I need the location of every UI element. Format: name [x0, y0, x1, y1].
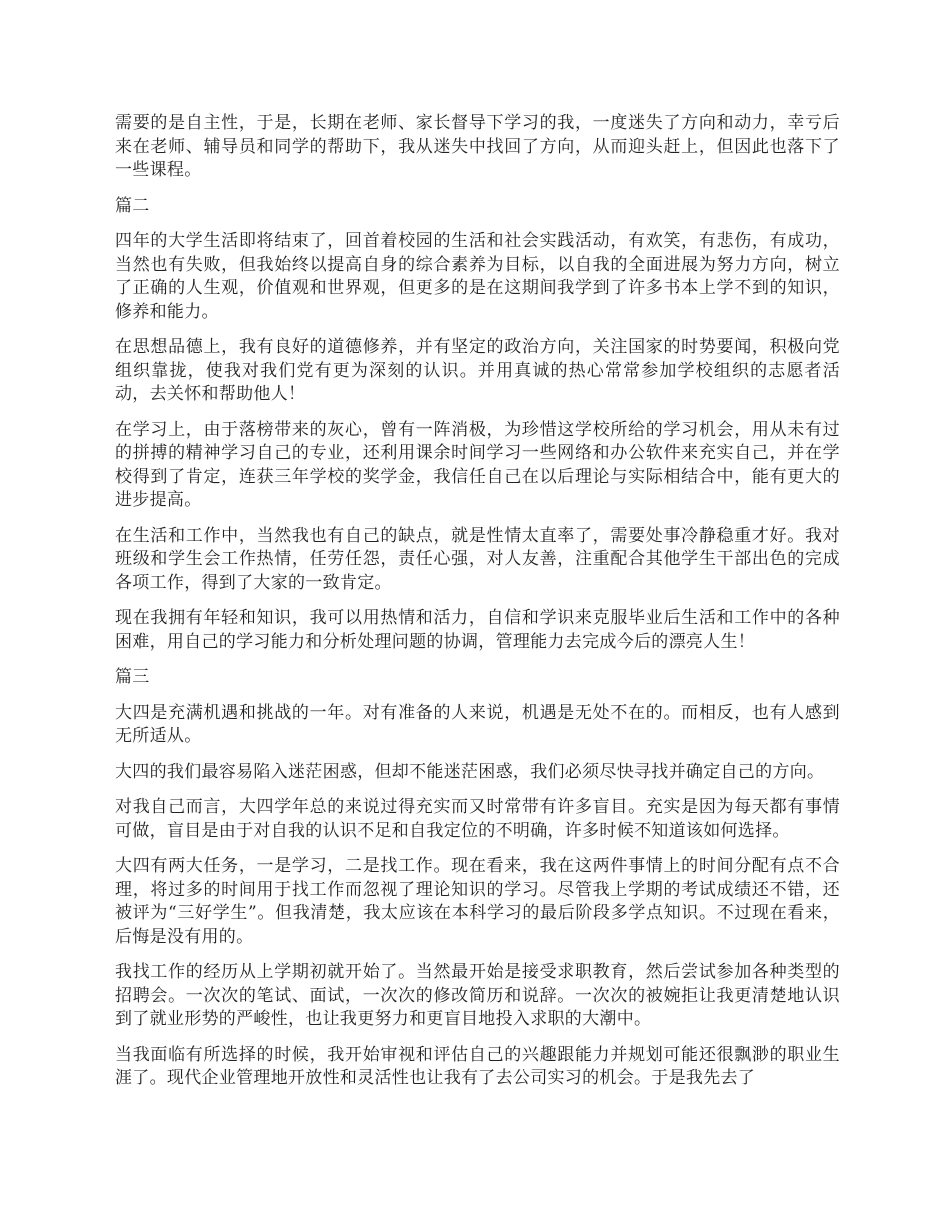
- paragraph: 在学习上，由于落榜带来的灰心，曾有一阵消极，为珍惜这学校所给的学习机会，用从未有过的拼搏的精神学习自己的专业，还利用课余时间学习一些网络和办公软件来充实自己，并在学校得到了肯定，连获三年学校的奖学金，我信任自己在以后理论与实际相结合中，能有更大的进步提高。: [115, 419, 840, 510]
- paragraph-truncated: 当我面临有所选择的时候，我开始审视和评估自己的兴趣跟能力并规划可能还很飘渺的职业生涯了。现代企业管理地开放性和灵活性也让我有了去公司实习的机会。于是我先去了: [115, 1044, 840, 1088]
- document-page: [115, 112, 840, 1103]
- section-heading-part-three: 篇三: [115, 667, 150, 687]
- paragraph: 大四是充满机遇和挑战的一年。对有准备的人来说，机遇是无处不在的。而相反，也有人感到无所适从。: [115, 702, 840, 746]
- paragraph-intro-continuation: 需要的是自主性，于是，长期在老师、家长督导下学习的我，一度迷失了方向和动力，幸亏后来在老师、辅导员和同学的帮助下，我从迷失中找回了方向，从而迎头赶上，但因此也落下了一些课程。: [115, 113, 840, 180]
- paragraph: 大四的我们最容易陷入迷茫困惑，但却不能迷茫困惑，我们必须尽快寻找并确定自己的方向。: [115, 761, 825, 782]
- paragraph: 在生活和工作中，当然我也有自己的缺点，就是性情太直率了，需要处事冷静稳重才好。我对班级和学生会工作热情，任劳任怨，责任心强，对人友善，注重配合其他学生干部出色的完成各项工作，得到了大家的一致肯定。: [115, 525, 840, 593]
- paragraph: 四年的大学生活即将结束了，回首着校园的生活和社会实践活动，有欢笑，有悲伤，有成功，当然也有失败，但我始终以提高自身的综合素养为目标，以自我的全面进展为努力方向，树立了正确的人生观，价值观和世界观，但更多的是在这期间我学到了许多书本上学不到的知识，修养和能力。: [115, 231, 840, 322]
- paragraph: 现在我拥有年轻和知识，我可以用热情和活力，自信和学识来克服毕业后生活和工作中的各种困难，用自己的学习能力和分析处理问题的协调，管理能力去完成今后的漂亮人生！: [115, 608, 840, 652]
- section-heading-part-two: 篇二: [115, 195, 150, 216]
- paragraph: 大四有两大任务，一是学习，二是找工作。现在看来，我在这两件事情上的时间分配有点不合理，将过多的时间用于找工作而忽视了理论知识的学习。尽管我上学期的考试成绩还不错，还被评为“三好学生”。但我清楚，我太应该在本科学习的最后阶段多学点知识。不过现在看来，后悔是没有用的。: [115, 856, 840, 947]
- paragraph: 在思想品德上，我有良好的道德修养，并有坚定的政治方向，关注国家的时势要闻，积极向党组织靠拢，使我对我们党有更为深刻的认识。并用真诚的热心常常参加学校组织的志愿者活动，去关怀和帮助他人！: [115, 337, 840, 404]
- paragraph: 对我自己而言，大四学年总的来说过得充实而又时常带有许多盲目。充实是因为每天都有事情可做，盲目是由于对自我的认识不足和自我定位的不明确，许多时候不知道该如何选择。: [115, 797, 840, 841]
- paragraph: 我找工作的经历从上学期初就开始了。当然最开始是接受求职教育，然后尝试参加各种类型的招聘会。一次次的笔试、面试，一次次的修改简历和说辞。一次次的被婉拒让我更清楚地认识到了就业形势的严峻性，也让我更努力和更盲目地投入求职的大潮中。: [115, 962, 840, 1029]
